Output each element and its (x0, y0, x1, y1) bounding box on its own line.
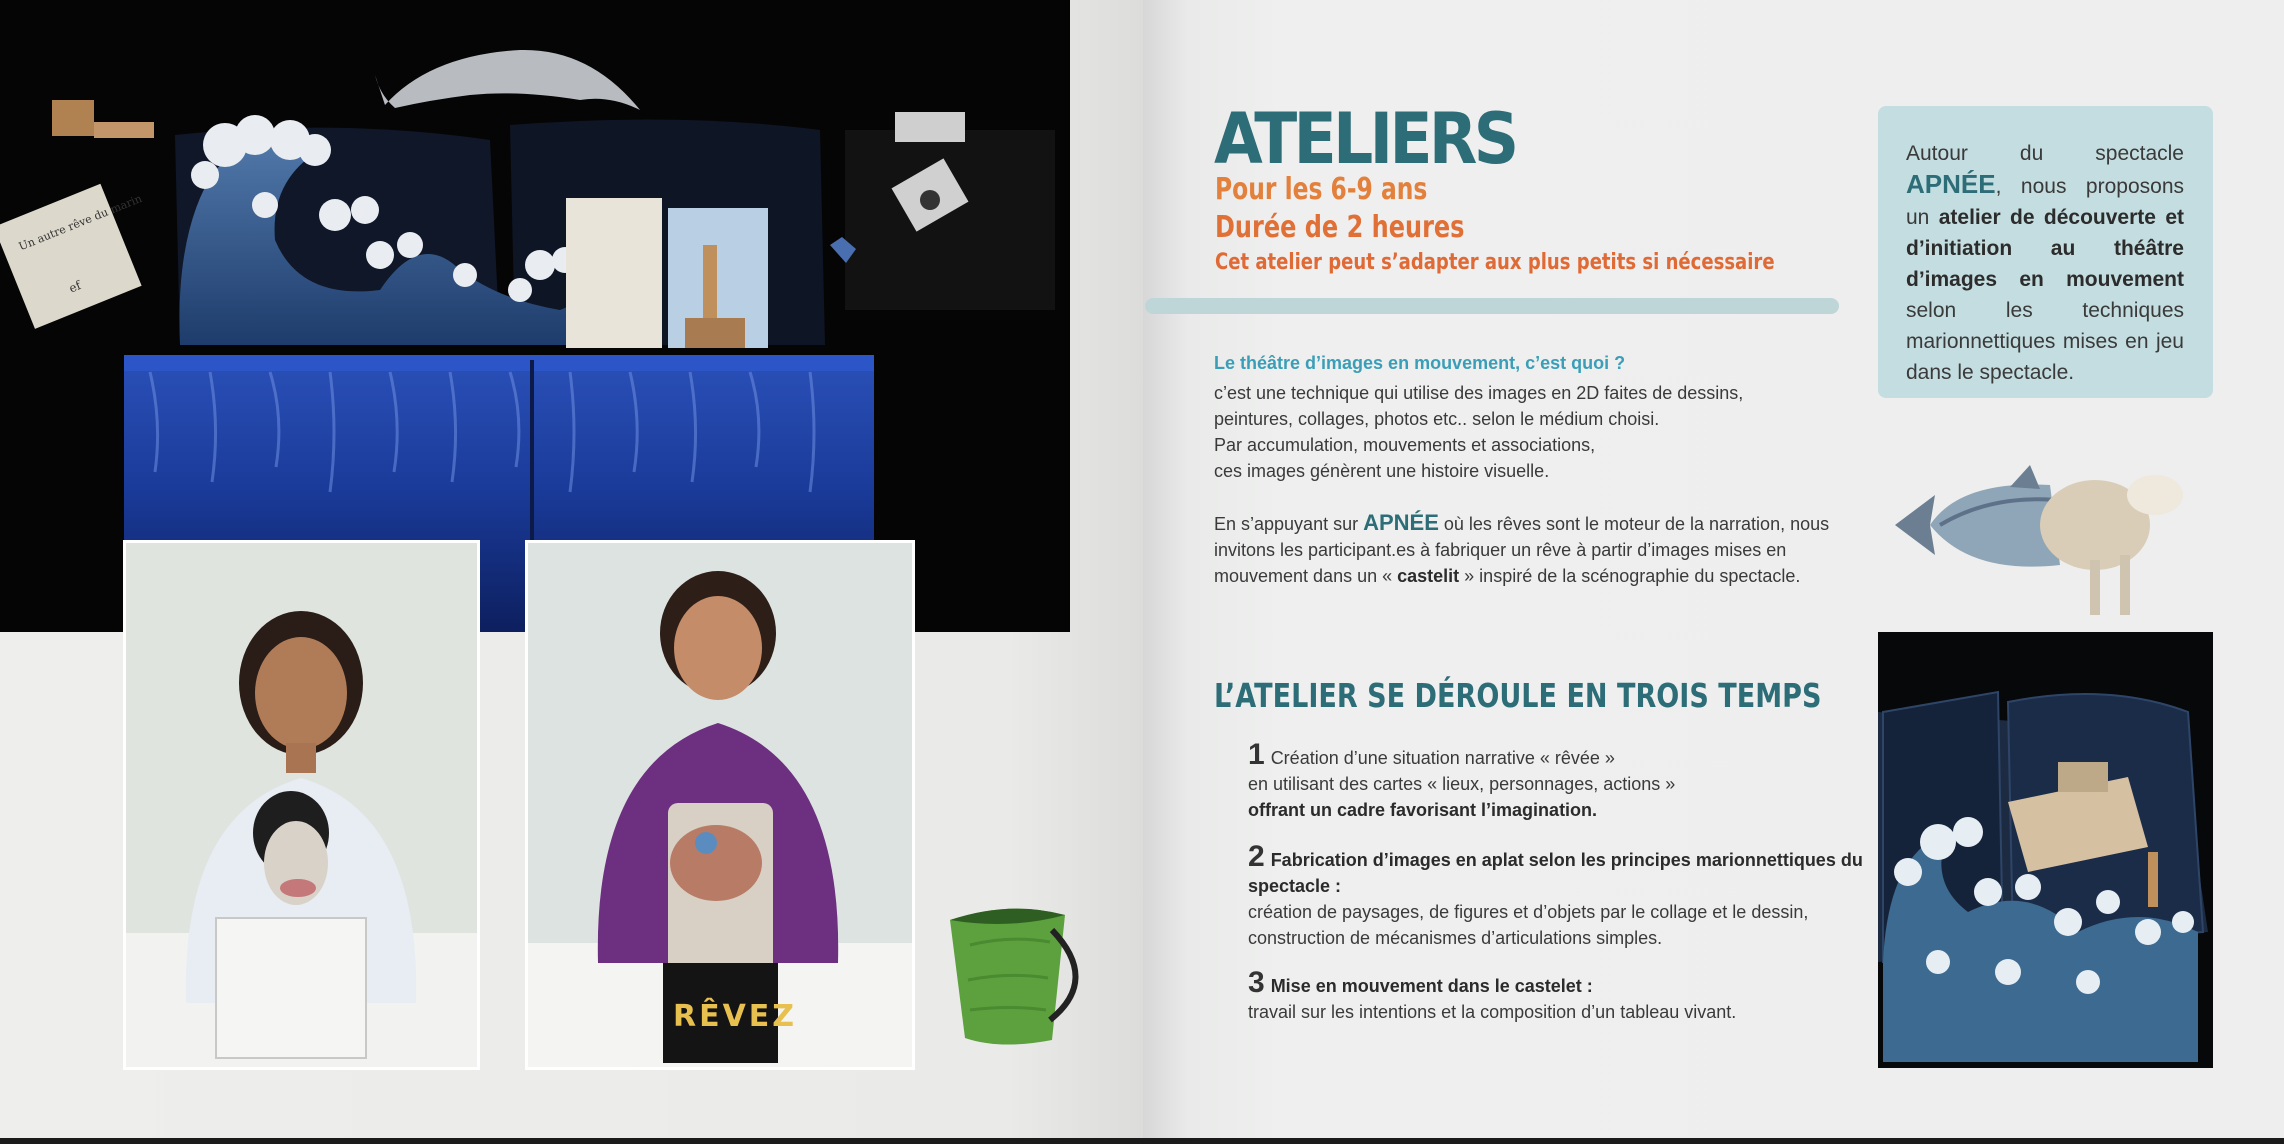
step-3-line-b: travail sur les intentions et la composition d’un tableau vivant. (1248, 1002, 1737, 1022)
book-title: Un autre rêve du marin (16, 191, 144, 254)
child-photo-1 (126, 543, 477, 1067)
stage-photo (0, 0, 1070, 632)
p2-text-a: En s’appuyant sur (1214, 514, 1364, 534)
step-1-line-b: en utilisant des cartes « lieux, personnages, actions » (1248, 774, 1676, 794)
divider-bar (1145, 298, 1839, 314)
reve-sign: RÊVEZ (673, 999, 798, 1034)
sidebar-apnee: APNÉE (1906, 169, 1996, 199)
subtitle-age: Pour les 6-9 ans (1215, 172, 1428, 207)
step-3 (1248, 966, 1888, 1025)
sidebar-text-bold: atelier de découverte et d’initiation au théâtre d’images en mouvement (1906, 206, 2184, 291)
intro-line-1: c’est une technique qui utilise des images en 2D faites de dessins, (1214, 383, 1744, 403)
step-1-line-c: offrant un cadre favorisant l’imagination. (1248, 800, 1598, 820)
subtitle-duration: Durée de 2 heures (1215, 210, 1465, 245)
book-mark: ef (66, 278, 83, 296)
sidebar-text-1: Autour du spectacle (1906, 142, 2184, 165)
p2-castelit: castelit (1397, 566, 1460, 586)
intro-line-3: Par accumulation, mouvements et associations, (1214, 435, 1596, 455)
sidebar-text-2: , nous proposons un (1906, 175, 2184, 229)
intro-definition (1214, 380, 1834, 484)
title-ateliers: ATELIERS (1214, 98, 1516, 180)
child-photo-2 (528, 543, 912, 1067)
subtitle-adapt: Cet atelier peut s’adapter aux plus petits si nécessaire (1215, 250, 1775, 275)
sidebar-text-4: selon les techniques marionnettiques mises en jeu dans le spectacle. (1906, 299, 2184, 384)
step-1 (1248, 738, 1888, 823)
step-1-number: 1 (1248, 738, 1265, 771)
stage-photo-2 (1878, 632, 2213, 1068)
intro-line-2: peintures, collages, photos etc.. selon le médium choisi. (1214, 409, 1660, 429)
step-2-line-b: création de paysages, de figures et d’objets par le collage et le dessin, (1248, 902, 1809, 922)
step-3-number: 3 (1248, 966, 1265, 999)
intro-paragraph-2 (1214, 510, 1854, 589)
intro-line-4: ces images génèrent une histoire visuelle. (1214, 461, 1550, 481)
bottom-edge (0, 1138, 2284, 1144)
step-2 (1248, 840, 1888, 951)
step-2-line-c: construction de mécanismes d’articulations simples. (1248, 928, 1663, 948)
intro-question: Le théâtre d’images en mouvement, c’est quoi ? (1214, 353, 1626, 373)
step-2-line-a: Fabrication d’images en aplat selon les principes marionnettiques du spectacle : (1248, 850, 1863, 896)
bucket-illustration (940, 900, 1080, 1050)
step-3-line-a: Mise en mouvement dans le castelet : (1270, 976, 1593, 996)
sidebar-text (1906, 138, 2184, 388)
p2-apnee: APNÉE (1363, 510, 1439, 535)
step-2-number: 2 (1248, 840, 1265, 873)
p2-text-c: » inspiré de la scénographie du spectacle. (1459, 566, 1801, 586)
p2-text-b: où les rêves sont le moteur de la narration, nous invitons les participant.es à fabriquer un rêve à partir d’images mises en mouvement dans un « (1214, 514, 1830, 586)
steps-title: L’ATELIER SE DÉROULE EN TROIS TEMPS (1214, 676, 1822, 715)
fish-sheep-illustration (1890, 425, 2190, 625)
step-1-line-a: Création d’une situation narrative « rêvée » (1270, 748, 1615, 768)
